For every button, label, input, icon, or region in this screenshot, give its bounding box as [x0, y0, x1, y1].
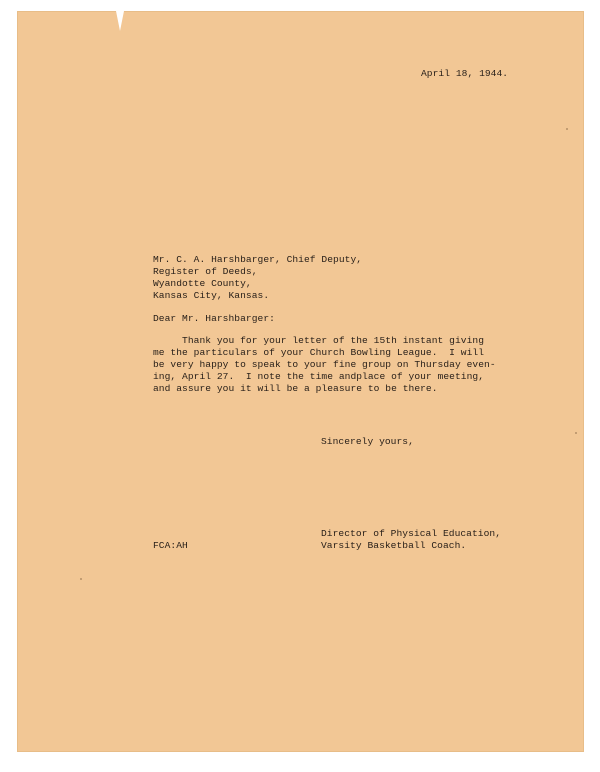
recipient-line-3: Wyandotte County, [153, 278, 252, 289]
body-line-3: be very happy to speak to your fine group on Thursday even- [153, 359, 496, 370]
body-line-5: and assure you it will be a pleasure to be there. [153, 383, 438, 394]
body-line-4: ing, April 27. I note the time andplace of your meeting, [153, 371, 485, 382]
paper-speck [575, 432, 577, 434]
body-line-2: me the particulars of your Church Bowling League. I will [153, 347, 485, 358]
paper-speck [566, 128, 568, 130]
letter-date: April 18, 1944. [421, 68, 509, 79]
paper-notch [116, 11, 124, 31]
salutation: Dear Mr. Harshbarger: [153, 313, 275, 324]
signature-title-1: Director of Physical Education, [321, 528, 502, 539]
paper-speck [80, 578, 82, 580]
recipient-line-4: Kansas City, Kansas. [153, 290, 270, 301]
closing: Sincerely yours, [321, 436, 414, 447]
recipient-line-1: Mr. C. A. Harshbarger, Chief Deputy, [153, 254, 363, 265]
signature-title-2: Varsity Basketball Coach. [321, 540, 467, 551]
body-line-1: Thank you for your letter of the 15th instant giving [153, 335, 485, 346]
recipient-line-2: Register of Deeds, [153, 266, 258, 277]
reference-initials: FCA:AH [153, 540, 188, 551]
